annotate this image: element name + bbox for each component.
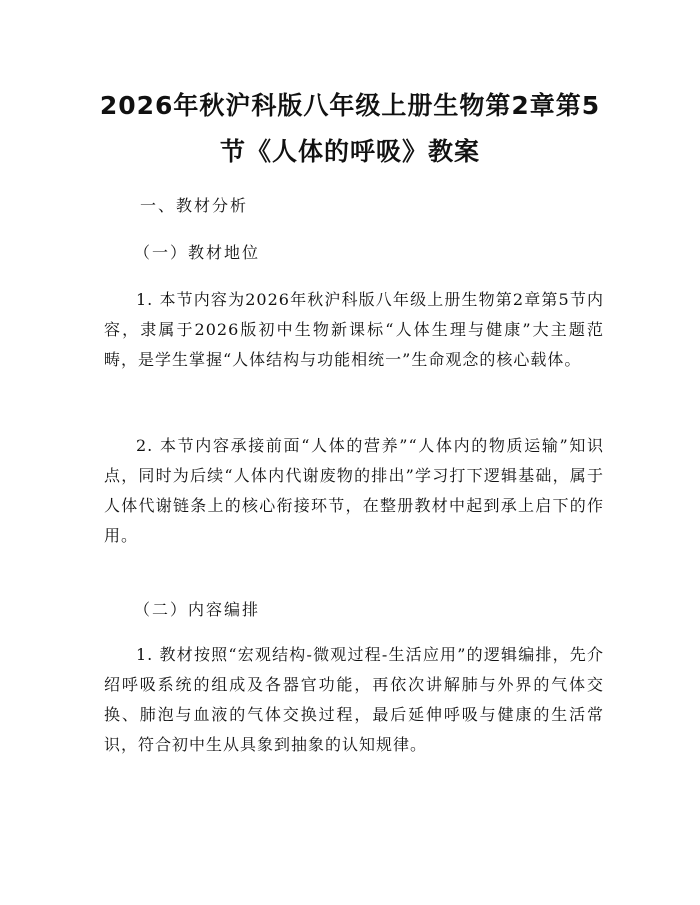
title-line-2: 节《人体的呼吸》教案 [219, 137, 480, 166]
subsection-heading-textbook-position: （一）教材地位 [134, 243, 261, 262]
paragraph-position-1: 1. 本节内容为2026年秋沪科版八年级上册生物第2章第5节内容，隶属于2026版初中生物新课标“人体生理与健康”大主题范畴，是学生掌握“人体结构与功能相统一”生命观念的核心载体。 [104, 290, 604, 369]
subsection-heading-content-arrangement: （二）内容编排 [134, 600, 261, 619]
title-line-1: 2026年秋沪科版八年级上册生物第2章第5 [99, 91, 601, 120]
paragraph-position-2: 2. 本节内容承接前面“人体的营养”“人体内的物质运输”知识点，同时为后续“人体内代谢废物的排出”学习打下逻辑基础，属于人体代谢链条上的核心衔接环节，在整册教材中起到承上启下的作用。 [104, 436, 604, 545]
paragraph-arrangement-1: 1. 教材按照“宏观结构-微观过程-生活应用”的逻辑编排，先介绍呼吸系统的组成及各器官功能，再依次讲解肺与外界的气体交换、肺泡与血液的气体交换过程，最后延伸呼吸与健康的生活常识，符合初中生从具象到抽象的认知规律。 [104, 645, 604, 754]
section-heading-textbook-analysis: 一、教材分析 [140, 196, 249, 215]
